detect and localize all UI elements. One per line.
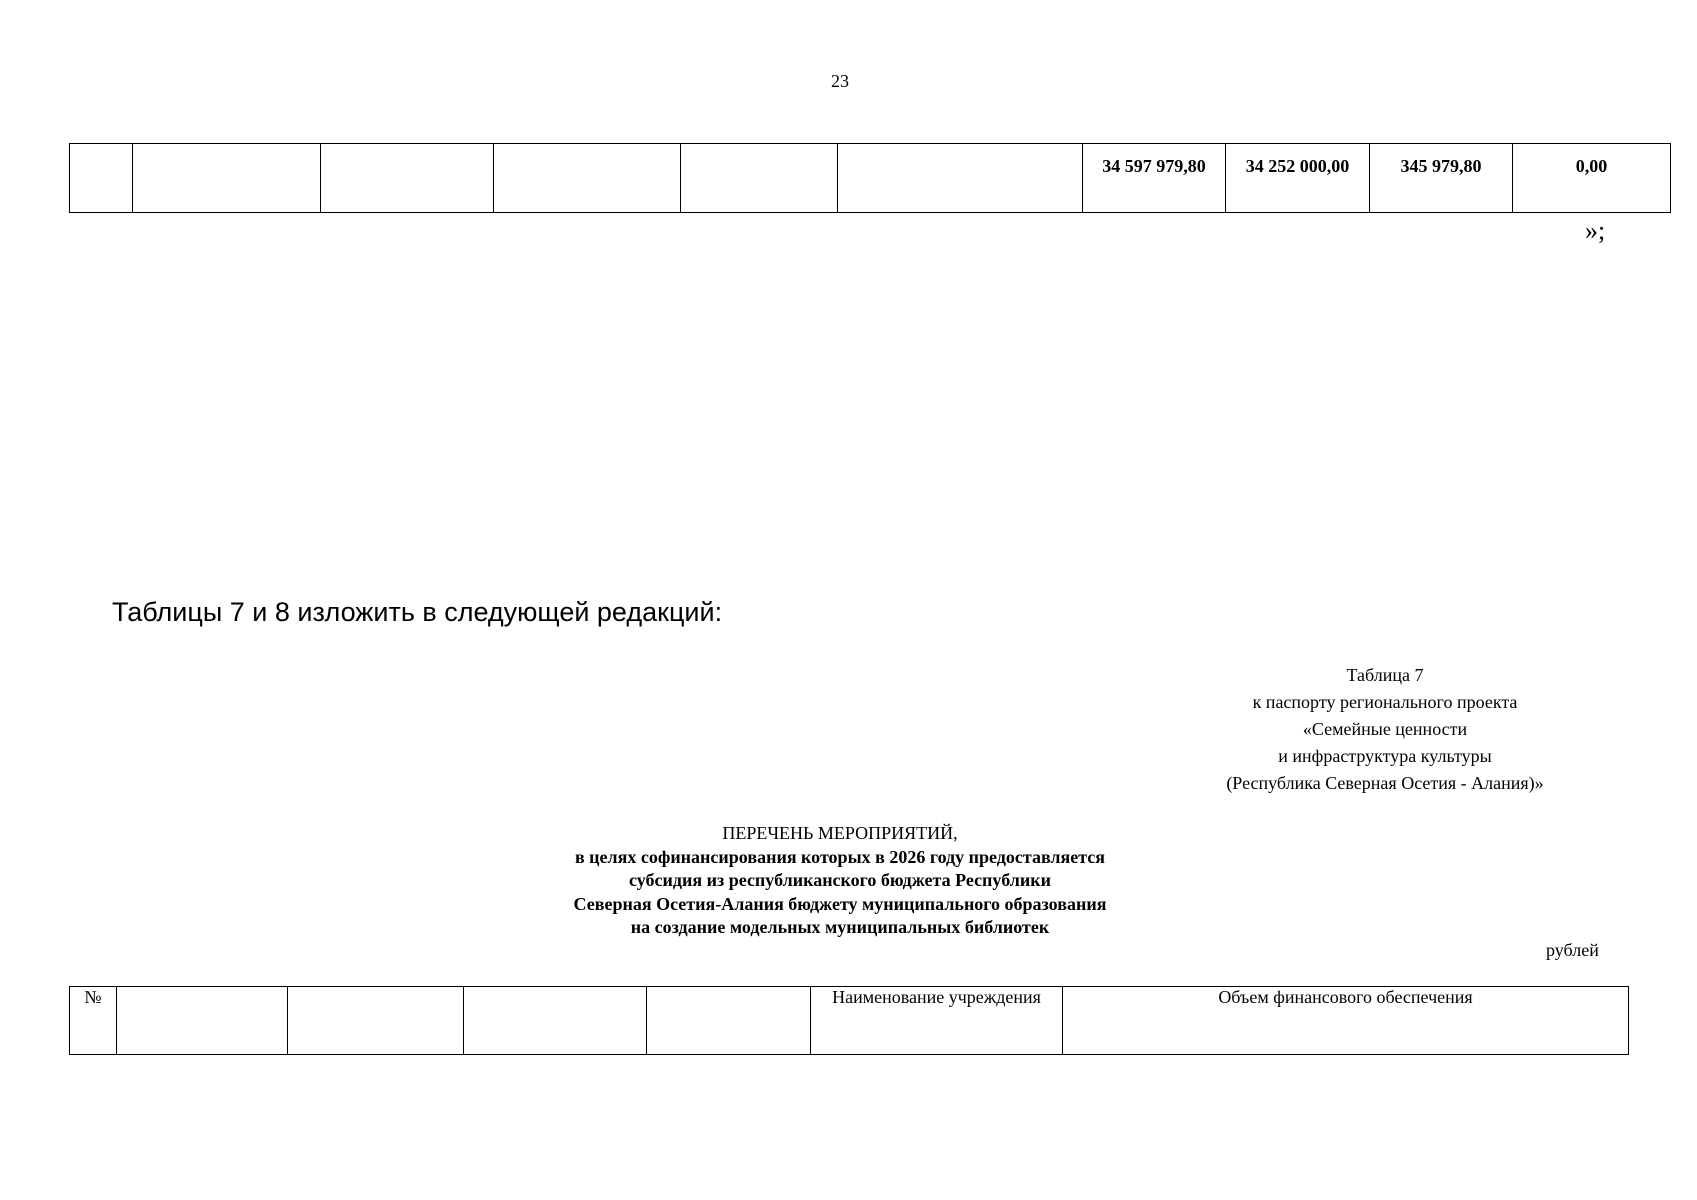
federal-amount-cell: 34 252 000,00 <box>1226 144 1370 213</box>
annex-line: к паспорту регионального проекта <box>1252 692 1518 712</box>
annex-line: и инфраструктура культуры <box>1278 746 1492 766</box>
annex-line: Таблица 7 <box>1346 665 1424 685</box>
list-subtitle-line: на создание модельных муниципальных библиотек <box>630 917 1050 937</box>
closing-quote: »; <box>1585 216 1606 245</box>
column-header <box>647 987 811 1055</box>
total-amount-cell: 34 597 979,80 <box>1083 144 1226 213</box>
table-cell <box>321 144 494 213</box>
annex-reference <box>1180 662 1590 797</box>
page-number: 23 <box>831 71 849 91</box>
list-subtitle-line: субсидия из республиканского бюджета Республики <box>629 870 1051 890</box>
column-header-funding: Объем финансового обеспечения <box>1063 987 1629 1055</box>
amendment-instruction: Таблицы 7 и 8 изложить в следующей редакций: <box>112 597 723 627</box>
column-header-institution: Наименование учреждения <box>811 987 1063 1055</box>
column-header <box>464 987 647 1055</box>
table-header-row <box>70 987 1629 1055</box>
table-cell <box>681 144 838 213</box>
list-title: ПЕРЕЧЕНЬ МЕРОПРИЯТИЙ, <box>722 823 958 843</box>
table-cell <box>494 144 681 213</box>
annex-line: (Республика Северная Осетия - Алания)» <box>1226 773 1544 793</box>
table-cell <box>70 144 133 213</box>
table-cell <box>838 144 1083 213</box>
annex-line: «Семейные ценности <box>1302 719 1468 739</box>
currency-units: рублей <box>1546 940 1599 960</box>
table-row <box>70 144 1671 213</box>
column-header-number: № <box>70 987 117 1055</box>
regional-amount-cell: 345 979,80 <box>1370 144 1513 213</box>
municipal-amount-cell: 0,00 <box>1513 144 1671 213</box>
column-header <box>288 987 464 1055</box>
measures-table-header <box>69 986 1629 1055</box>
list-subtitle-line: в целях софинансирования которых в 2026 году предоставляется <box>574 846 1106 867</box>
list-subtitle-line: Северная Осетия-Алания бюджету муниципального образования <box>573 893 1107 914</box>
column-header <box>117 987 288 1055</box>
funding-table-fragment <box>69 143 1671 213</box>
list-heading <box>480 822 1200 940</box>
table-cell <box>133 144 321 213</box>
